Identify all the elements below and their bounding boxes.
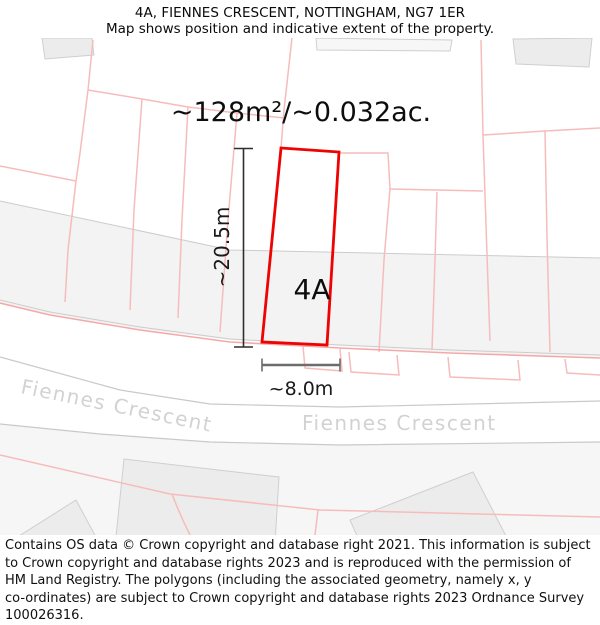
parcel-line — [281, 38, 292, 148]
lower-block — [0, 424, 600, 535]
map-canvas — [0, 38, 600, 535]
building-top-left — [42, 38, 94, 59]
property-label: 4A — [293, 273, 331, 306]
garden-wall-tab — [349, 352, 399, 375]
footer-line: co-ordinates) are subject to Crown copyright and database rights 2023 Ordnance Survey — [5, 590, 585, 606]
building-top-middle — [316, 38, 452, 51]
parcel-line — [0, 166, 76, 181]
street-label-fiennes-crescent-west: Fiennes Crescent — [19, 374, 215, 437]
footer-line: to Crown copyright and database rights 2023 and is reproduced with the permission of — [5, 555, 571, 571]
parcel-line — [483, 128, 600, 135]
area-label: ~128m²/~0.032ac. — [170, 97, 432, 128]
footer-line: 100026316. — [5, 608, 84, 624]
building-top-right — [513, 38, 592, 67]
page-subtitle: Map shows position and indicative extent of the property. — [105, 20, 495, 37]
page-title: 4A, FIENNES CRESCENT, NOTTINGHAM, NG7 1ER — [134, 5, 466, 21]
garden-wall-tab — [565, 359, 600, 375]
street-label-fiennes-crescent-east: Fiennes Crescent — [302, 411, 497, 435]
footer-copyright — [5, 537, 597, 625]
height-dimension-label: ~20.5m — [210, 206, 234, 288]
map-header — [0, 0, 600, 37]
parcel-line — [339, 153, 483, 191]
garden-wall-tab — [303, 346, 342, 371]
footer-line: HM Land Registry. The polygons (including the associated geometry, namely x, y — [5, 573, 532, 589]
width-dimension-label: ~8.0m — [268, 378, 334, 400]
footer-line: Contains OS data © Crown copyright and database right 2021. This information is subject — [5, 538, 591, 553]
garden-wall-tab — [448, 357, 520, 380]
